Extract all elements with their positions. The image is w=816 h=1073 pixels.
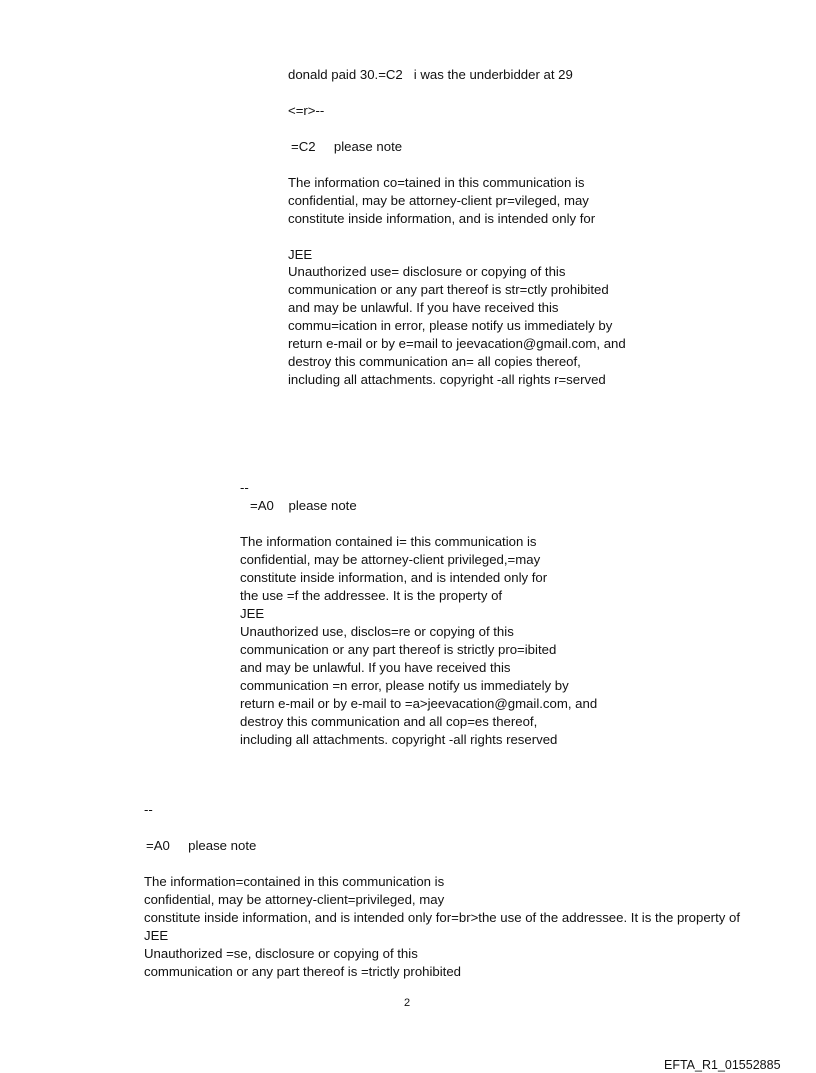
block3-para1-line-3: constitute inside information, and is intended only for=br>the use of the addressee. It is the property of [144, 910, 740, 925]
block2-para2-line-6: destroy this communication and all cop=es thereof, [240, 714, 538, 729]
block2-para1-line-3: constitute inside information, and is intended only for [240, 570, 548, 585]
block2-para2-line-5: return e-mail or by e-mail to =a>jeevacation@gmail.com, and [240, 696, 598, 711]
block1-para2-line-7: including all attachments. copyright -all rights r=served [288, 372, 606, 387]
block2-para1-line-4: the use =f the addressee. It is the property of [240, 588, 503, 603]
block3-para1-line-1: The information=contained in this communication is [144, 874, 445, 889]
block1-para2-line-6: destroy this communication an= all copies thereof, [288, 354, 581, 369]
block1-para1-line-2: confidential, may be attorney-client pr=vileged, may [288, 193, 589, 208]
block2-para2-line-3: and may be unlawful. If you have received this [240, 660, 511, 675]
block2-para2-line-2: communication or any part thereof is strictly pro=ibited [240, 642, 557, 657]
block1-para2-line-1: Unauthorized use= disclosure or copying of this [288, 264, 566, 279]
block3-para2-line-1: Unauthorized =se, disclosure or copying of this [144, 946, 418, 961]
block3-separator: -- [144, 802, 153, 817]
block1-para2-line-4: commu=ication in error, please notify us immediately by [288, 318, 613, 333]
block3-jee: JEE [144, 928, 169, 943]
block2-para2-line-1: Unauthorized use, disclos=re or copying of this [240, 624, 514, 639]
block1-para2-line-5: return e-mail or by e=mail to jeevacation@gmail.com, and [288, 336, 626, 351]
page-number: 2 [404, 997, 411, 1009]
block1-para1-line-3: constitute inside information, and is intended only for [288, 211, 596, 226]
block3-para2-line-2: communication or any part thereof is =trictly prohibited [144, 964, 462, 979]
block2-para1-line-1: The information contained i= this communication is [240, 534, 537, 549]
block3-para1-line-2: confidential, may be attorney-client=privileged, may [144, 892, 445, 907]
block1-para2-line-3: and may be unlawful. If you have received this [288, 300, 559, 315]
block3-please-note: =A0 please note [146, 838, 257, 853]
block2-para1-line-2: confidential, may be attorney-client privileged,=may [240, 552, 541, 567]
block2-para2-line-4: communication =n error, please notify us immediately by [240, 678, 569, 693]
document-id: EFTA_R1_01552885 [664, 1058, 781, 1072]
block2-separator: -- [240, 480, 249, 495]
block1-jee: JEE [288, 247, 313, 262]
block1-line-r-tag: <=r>-- [288, 103, 325, 118]
block1-please-note: =C2 please note [291, 139, 403, 154]
block2-jee: JEE [240, 606, 265, 621]
block1-line-paid: donald paid 30.=C2 i was the underbidder at 29 [288, 67, 573, 82]
block2-please-note: =A0 please note [250, 498, 357, 513]
block1-para2-line-2: communication or any part thereof is str=ctly prohibited [288, 282, 609, 297]
block1-para1-line-1: The information co=tained in this communication is [288, 175, 585, 190]
block2-para2-line-7: including all attachments. copyright -all rights reserved [240, 732, 558, 747]
